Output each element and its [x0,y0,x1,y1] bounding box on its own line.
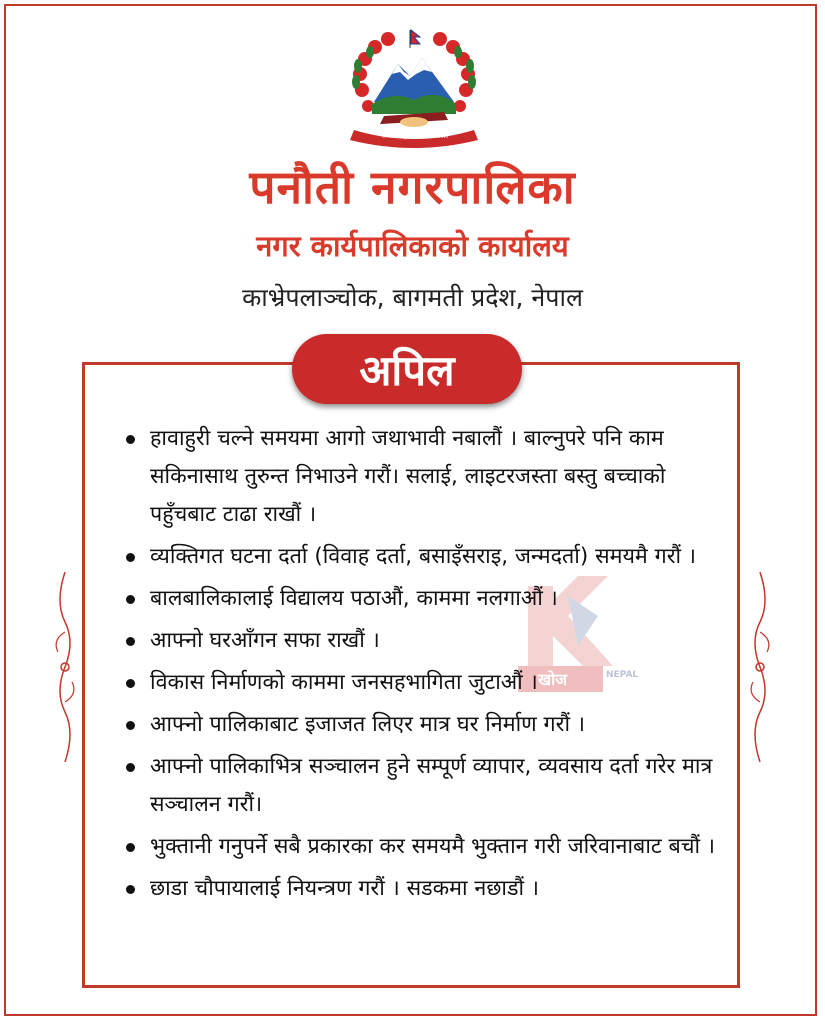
list-item: छाडा चौपायालाई नियन्त्रण गरौं । सडकमा नछाडौं । [120,870,720,908]
emblem-motto: जननी जन्मभूमिश्च स्वर्गादपि गरीयसी [381,134,449,140]
list-item: आफ्नो पालिकाबाट इजाजत लिएर मात्र घर निर्माण गरौं । [120,706,720,744]
list-item: भुक्तानी गनुपर्ने सबै प्रकारका कर समयमै भुक्तान गरी जरिवानाबाट बचौं । [120,828,720,866]
watermark-tag: NEPAL [606,670,639,680]
list-item: हावाहुरी चल्ने समयमा आगो जथाभावी नबालौं । बाल्नुपरे पनि काम सकिनासाथ तुरुन्त निभाउने गरौं। सलाई, लाइटरजस्ता बस्तु बच्चाको पहुँचबाट टाढा राखौं । [120,420,720,534]
office-subtitle: नगर कार्यपालिकाको कार्यालय [256,229,569,263]
left-ornament-icon [50,572,80,762]
list-item: आफ्नो पालिकाभित्र सञ्चालन हुने सम्पूर्ण व्यापार, व्यवसाय दर्ता गरेर मात्र सञ्चालन गरौं। [120,748,720,824]
watermark-text: खोज [538,670,568,689]
list-item: बालबालिकालाई विद्यालय पठाऔं, काममा नलगाऔं । [120,580,720,618]
list-item: व्यक्तिगत घटना दर्ता (विवाह दर्ता, बसाइँसराइ, जन्मदर्ता) समयमै गरौं । [120,538,720,576]
right-ornament-icon [745,572,775,762]
office-address: काभ्रेपलाञ्चोक, बागमती प्रदेश, नेपाल [242,283,583,312]
appeal-list [120,420,720,912]
municipality-title: पनौती नगरपालिका [249,160,576,214]
list-item: विकास निर्माणको काममा जनसहभागिता जुटाऔं । [120,664,720,702]
nepal-emblem-logo [340,28,488,150]
appeal-heading-badge: अपिल [292,334,522,404]
list-item: आफ्नो घरआँगन सफा राखौं । [120,622,720,660]
